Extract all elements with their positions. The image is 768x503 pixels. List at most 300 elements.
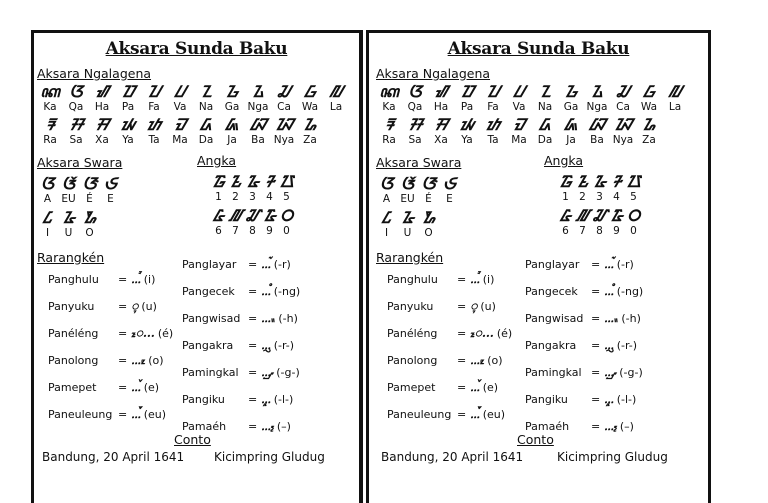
rarangken-glyph: …ᮤ bbox=[470, 272, 480, 286]
latin-label: Ga bbox=[563, 101, 579, 113]
rarangken-reading: (-g-) bbox=[276, 366, 300, 379]
sundanese-glyph: ᮳ bbox=[246, 172, 259, 191]
latin-label: Xa bbox=[434, 134, 448, 146]
ngalagena-row-cell bbox=[428, 83, 454, 113]
sundanese-glyph: ᮶ bbox=[213, 206, 224, 225]
latin-label: 2 bbox=[579, 191, 586, 203]
rarangken-left-row bbox=[387, 352, 503, 369]
angka-row-cell bbox=[591, 173, 608, 203]
equals-sign: = bbox=[591, 339, 601, 352]
sundanese-glyph: ᮌ bbox=[225, 82, 239, 101]
sundanese-glyph: ᮅ bbox=[401, 208, 414, 227]
equals-sign: = bbox=[591, 258, 601, 271]
rarangken-reading: (-r-) bbox=[616, 339, 638, 352]
latin-label: Ba bbox=[251, 134, 265, 146]
latin-label: Nya bbox=[273, 134, 295, 146]
sundanese-glyph: ᮈ bbox=[443, 174, 456, 193]
ngalagena-row-cell bbox=[506, 83, 532, 113]
sundanese-glyph: ᮞ bbox=[69, 115, 83, 134]
sundanese-glyph: ᮏ bbox=[564, 115, 578, 134]
latin-label: EU bbox=[400, 193, 415, 205]
latin-label: Fa bbox=[148, 101, 160, 113]
latin-label: 6 bbox=[215, 225, 222, 237]
equals-sign: = bbox=[457, 300, 467, 313]
rarangken-right-row bbox=[182, 256, 291, 273]
sundanese-glyph: ᮕ bbox=[460, 82, 474, 101]
sundanese-glyph: ᮵ bbox=[626, 172, 641, 191]
sundanese-glyph: ᮶ bbox=[560, 206, 571, 225]
sundanese-glyph: ᮜ bbox=[329, 82, 343, 101]
ngalagena-row-cell bbox=[89, 83, 115, 113]
rarangken-reading: (-l-) bbox=[616, 393, 637, 406]
rarangken-glyph: …ᮨ bbox=[470, 380, 480, 394]
equals-sign: = bbox=[118, 300, 128, 313]
swara-row-cell bbox=[439, 175, 460, 205]
rarangken-glyph: …ᮩ bbox=[131, 407, 141, 421]
rarangken-reading: (-g-) bbox=[619, 366, 643, 379]
rarangken-name: Panglayar bbox=[182, 258, 237, 271]
latin-label: Nga bbox=[586, 101, 608, 113]
latin-label: Sa bbox=[69, 134, 83, 146]
rarangken-left-row bbox=[48, 271, 155, 288]
heading-angka: Angka bbox=[544, 153, 584, 168]
rarangken-reading: (i) bbox=[482, 273, 495, 286]
ngalagena-row-cell bbox=[480, 116, 506, 146]
ngalagena-row-cell bbox=[532, 83, 558, 113]
latin-label: Da bbox=[198, 134, 214, 146]
rarangken-reading: (u) bbox=[141, 300, 157, 313]
rarangken-right-row bbox=[525, 310, 641, 327]
rarangken-right-row bbox=[182, 364, 300, 381]
latin-label: É bbox=[425, 193, 432, 205]
rarangken-glyph: …ᮡ bbox=[261, 365, 274, 379]
latin-label: Va bbox=[173, 101, 187, 113]
angka-row-cell bbox=[278, 173, 295, 203]
ngalagena-row-cell bbox=[402, 83, 428, 113]
sundanese-glyph: ᮴ bbox=[265, 172, 274, 191]
rarangken-reading: (-ng) bbox=[273, 285, 301, 298]
rarangken-left-row bbox=[387, 298, 496, 315]
latin-label: Ra bbox=[43, 134, 57, 146]
latin-label: 6 bbox=[562, 225, 569, 237]
latin-label: E bbox=[107, 193, 114, 205]
heading-rarangken: Rarangkén bbox=[37, 250, 105, 265]
rarangken-glyph: ᮦ… bbox=[470, 326, 494, 340]
ngalagena-row bbox=[376, 83, 688, 113]
swara-row-cell bbox=[37, 175, 58, 205]
sundanese-glyph: ᮃ bbox=[69, 82, 83, 101]
rarangken-reading: (-r) bbox=[273, 258, 291, 271]
angka-row-cell bbox=[625, 207, 642, 237]
rarangken-reading: (é) bbox=[496, 327, 513, 340]
ngalagena-row-cell bbox=[454, 116, 480, 146]
latin-label: A bbox=[382, 193, 391, 205]
sundanese-glyph: ᮉ bbox=[61, 174, 76, 193]
rarangken-name: Pangwisad bbox=[525, 312, 584, 325]
example-line-right: Kicimpring Gludug bbox=[557, 450, 668, 464]
ngalagena-row-cell bbox=[480, 83, 506, 113]
rarangken-glyph: …ᮡ bbox=[604, 365, 617, 379]
rarangken-reading: (-l-) bbox=[273, 393, 294, 406]
latin-label: I bbox=[384, 227, 389, 239]
panel-right bbox=[366, 30, 711, 503]
angka-row-cell bbox=[574, 173, 591, 203]
sundanese-glyph: ᮇ bbox=[83, 208, 96, 227]
angka-row-cell bbox=[625, 173, 642, 203]
latin-label: 0 bbox=[630, 225, 637, 237]
equals-sign: = bbox=[118, 408, 128, 421]
rarangken-name: Paneuleung bbox=[48, 408, 113, 421]
sundanese-glyph: ᮃ bbox=[379, 174, 394, 193]
latin-label: Pa bbox=[460, 101, 474, 113]
rarangken-left-row bbox=[48, 352, 164, 369]
sundanese-glyph: ᮓ bbox=[539, 115, 551, 134]
rarangken-glyph: ᮥ bbox=[131, 299, 139, 313]
sundanese-glyph: ᮄ bbox=[43, 208, 52, 227]
sundanese-glyph: ᮓ bbox=[200, 115, 212, 134]
ngalagena-row-cell bbox=[323, 83, 349, 113]
sundanese-glyph: ᮗ bbox=[174, 82, 186, 101]
ngalagena-row-cell bbox=[558, 116, 584, 146]
sundanese-glyph: ᮘ bbox=[589, 115, 605, 134]
rarangken-reading: (o) bbox=[148, 354, 164, 367]
rarangken-glyph: …ᮀ bbox=[604, 284, 614, 298]
rarangken-left-row bbox=[48, 298, 157, 315]
rarangken-right-row bbox=[525, 391, 636, 408]
sundanese-glyph: ᮕ bbox=[121, 82, 135, 101]
rarangken-name: Pamepet bbox=[387, 381, 436, 394]
equals-sign: = bbox=[457, 327, 467, 340]
rarangken-glyph: …ᮧ bbox=[470, 353, 485, 367]
latin-label: Wa bbox=[301, 101, 319, 113]
ngalagena-row-cell bbox=[115, 116, 141, 146]
latin-label: 1 bbox=[215, 191, 222, 203]
rarangken-name: Pangiku bbox=[525, 393, 568, 406]
latin-label: Ma bbox=[172, 134, 188, 146]
rarangken-left-row bbox=[387, 325, 512, 342]
latin-label: Ja bbox=[566, 134, 576, 146]
latin-label: Ma bbox=[511, 134, 527, 146]
rarangken-reading: (u) bbox=[480, 300, 496, 313]
ngalagena-row-cell bbox=[219, 83, 245, 113]
rarangken-reading: (o) bbox=[487, 354, 503, 367]
sundanese-glyph: ᮛ bbox=[384, 115, 394, 134]
latin-label: Wa bbox=[640, 101, 658, 113]
ngalagena-row-cell bbox=[558, 83, 584, 113]
ngalagena-row-cell bbox=[376, 83, 402, 113]
sundanese-glyph: ᮒ bbox=[486, 115, 500, 134]
angka-row-cell bbox=[557, 207, 574, 237]
rarangken-name: Panyuku bbox=[387, 300, 434, 313]
sundanese-glyph: ᮍ bbox=[252, 82, 264, 101]
heading-rarangken: Rarangkén bbox=[376, 250, 444, 265]
angka-row bbox=[557, 207, 642, 237]
sundanese-glyph: ᮝ bbox=[643, 82, 655, 101]
sundanese-glyph: ᮘ bbox=[250, 115, 266, 134]
swara-row-cell bbox=[418, 175, 439, 205]
rarangken-name: Panghulu bbox=[387, 273, 438, 286]
latin-label: Nga bbox=[247, 101, 269, 113]
rarangken-left-row bbox=[48, 406, 166, 423]
latin-label: 9 bbox=[613, 225, 620, 237]
sundanese-glyph: ᮄ bbox=[382, 208, 391, 227]
sundanese-glyph: ᮗ bbox=[513, 82, 525, 101]
equals-sign: = bbox=[118, 327, 128, 340]
sundanese-glyph: ᮍ bbox=[591, 82, 603, 101]
ngalagena-row-cell bbox=[245, 116, 271, 146]
latin-label: 5 bbox=[630, 191, 637, 203]
sundanese-glyph: ᮑ bbox=[275, 115, 293, 134]
panel-left bbox=[31, 30, 361, 503]
latin-label: Da bbox=[537, 134, 553, 146]
sundanese-glyph: ᮛ bbox=[45, 115, 55, 134]
latin-label: Qa bbox=[407, 101, 423, 113]
rarangken-right-row bbox=[525, 256, 634, 273]
angka-row-cell bbox=[210, 173, 227, 203]
rarangken-left-row bbox=[387, 271, 494, 288]
panel-divider bbox=[361, 30, 363, 503]
rarangken-glyph: …ᮤ bbox=[131, 272, 141, 286]
sundanese-glyph: ᮚ bbox=[460, 115, 474, 134]
sundanese-glyph: ᮆ bbox=[421, 174, 436, 193]
sundanese-glyph: ᮲ bbox=[229, 172, 242, 191]
rarangken-left-row bbox=[387, 406, 505, 423]
heading-swara: Aksara Swara bbox=[376, 155, 462, 170]
equals-sign: = bbox=[457, 273, 467, 286]
equals-sign: = bbox=[591, 285, 601, 298]
example-line-left: Bandung, 20 April 1641 bbox=[381, 450, 524, 464]
equals-sign: = bbox=[457, 354, 467, 367]
latin-label: 1 bbox=[562, 191, 569, 203]
ngalagena-row-cell bbox=[584, 116, 610, 146]
ngalagena-row-cell bbox=[428, 116, 454, 146]
sundanese-glyph: ᮐ bbox=[303, 115, 317, 134]
angka-row-cell bbox=[261, 173, 278, 203]
ngalagena-row bbox=[37, 83, 349, 113]
equals-sign: = bbox=[118, 273, 128, 286]
ngalagena-row-cell bbox=[63, 116, 89, 146]
latin-label: 3 bbox=[596, 191, 603, 203]
rarangken-left-row bbox=[48, 325, 173, 342]
rarangken-name: Panghulu bbox=[48, 273, 99, 286]
rarangken-reading: (eu) bbox=[482, 408, 506, 421]
angka-row-cell bbox=[557, 173, 574, 203]
sundanese-glyph: ᮳ bbox=[593, 172, 606, 191]
equals-sign: = bbox=[591, 420, 601, 433]
rarangken-name: Pamepet bbox=[48, 381, 97, 394]
rarangken-glyph: …ᮩ bbox=[470, 407, 480, 421]
rarangken-reading: (-r) bbox=[616, 258, 634, 271]
latin-label: 9 bbox=[266, 225, 273, 237]
sundanese-glyph: ᮹ bbox=[263, 206, 276, 225]
ngalagena-row-cell bbox=[610, 116, 636, 146]
ngalagena-row bbox=[376, 116, 662, 146]
latin-label: Ya bbox=[122, 134, 134, 146]
latin-label: Ca bbox=[616, 101, 630, 113]
sundanese-glyph: ᮏ bbox=[225, 115, 239, 134]
angka-row-cell bbox=[227, 173, 244, 203]
rarangken-glyph: …ᮣ bbox=[261, 392, 271, 406]
latin-label: Na bbox=[537, 101, 553, 113]
angka-row-cell bbox=[261, 207, 278, 237]
sundanese-glyph: ᮔ bbox=[200, 82, 212, 101]
latin-label: 7 bbox=[232, 225, 239, 237]
sundanese-glyph: ᮲ bbox=[576, 172, 589, 191]
heading-conto: Conto bbox=[517, 432, 554, 447]
latin-label: U bbox=[64, 227, 73, 239]
sundanese-glyph: ᮈ bbox=[104, 174, 117, 193]
latin-label: Za bbox=[642, 134, 656, 146]
equals-sign: = bbox=[591, 393, 601, 406]
rarangken-glyph: …ᮢ bbox=[261, 338, 271, 352]
ngalagena-row-cell bbox=[454, 83, 480, 113]
latin-label: Za bbox=[303, 134, 317, 146]
latin-label: Ha bbox=[433, 101, 449, 113]
equals-sign: = bbox=[591, 366, 601, 379]
rarangken-name: Pangiku bbox=[182, 393, 225, 406]
ngalagena-row-cell bbox=[167, 116, 193, 146]
equals-sign: = bbox=[591, 312, 601, 325]
rarangken-glyph: ᮥ bbox=[470, 299, 478, 313]
sundanese-glyph: ᮰ bbox=[626, 206, 641, 225]
ngalagena-row-cell bbox=[297, 83, 323, 113]
ngalagena-row-cell bbox=[610, 83, 636, 113]
swara-row bbox=[37, 209, 100, 239]
rarangken-name: Paneuleung bbox=[387, 408, 452, 421]
latin-label: La bbox=[668, 101, 682, 113]
rarangken-right-row bbox=[525, 337, 637, 354]
ngalagena-row-cell bbox=[506, 116, 532, 146]
swara-row bbox=[376, 209, 439, 239]
sundanese-glyph: ᮉ bbox=[400, 174, 415, 193]
latin-label: Ta bbox=[487, 134, 499, 146]
latin-label: Ta bbox=[148, 134, 160, 146]
sundanese-glyph: ᮒ bbox=[147, 115, 161, 134]
sundanese-glyph: ᮷ bbox=[229, 206, 242, 225]
rarangken-glyph: …᮪ bbox=[261, 419, 274, 433]
latin-label: Na bbox=[198, 101, 214, 113]
sundanese-glyph: ᮖ bbox=[147, 82, 161, 101]
rarangken-right-row bbox=[525, 364, 643, 381]
sundanese-glyph: ᮇ bbox=[422, 208, 435, 227]
swara-row-cell bbox=[376, 175, 397, 205]
rarangken-reading: (i) bbox=[143, 273, 156, 286]
ngalagena-row-cell bbox=[376, 116, 402, 146]
rarangken-name: Pamingkal bbox=[525, 366, 582, 379]
rarangken-name: Panolong bbox=[387, 354, 438, 367]
sundanese-glyph: ᮷ bbox=[576, 206, 589, 225]
latin-label: Ra bbox=[382, 134, 396, 146]
heading-swara: Aksara Swara bbox=[37, 155, 123, 170]
rarangken-left-row bbox=[48, 379, 159, 396]
equals-sign: = bbox=[118, 381, 128, 394]
sundanese-glyph: ᮴ bbox=[612, 172, 621, 191]
rarangken-reading: (e) bbox=[143, 381, 160, 394]
angka-row bbox=[557, 173, 642, 203]
sundanese-glyph: ꦏ bbox=[379, 82, 399, 101]
rarangken-name: Pangecek bbox=[525, 285, 578, 298]
sundanese-glyph: ᮌ bbox=[564, 82, 578, 101]
sundanese-glyph: ᮵ bbox=[279, 172, 294, 191]
ngalagena-row-cell bbox=[636, 116, 662, 146]
example-line-right: Kicimpring Gludug bbox=[214, 450, 325, 464]
swara-row-cell bbox=[418, 209, 439, 239]
rarangken-name: Pamingkal bbox=[182, 366, 239, 379]
equals-sign: = bbox=[248, 393, 258, 406]
equals-sign: = bbox=[248, 285, 258, 298]
equals-sign: = bbox=[457, 408, 467, 421]
ngalagena-row bbox=[37, 116, 323, 146]
latin-label: 2 bbox=[232, 191, 239, 203]
rarangken-right-row bbox=[525, 283, 643, 300]
ngalagena-row-cell bbox=[37, 83, 63, 113]
rarangken-name: Pamaéh bbox=[525, 420, 570, 433]
page-title: Aksara Sunda Baku bbox=[447, 39, 630, 59]
sundanese-glyph: ᮙ bbox=[174, 115, 186, 134]
latin-label: Xa bbox=[95, 134, 109, 146]
sundanese-glyph: ᮟ bbox=[95, 115, 109, 134]
equals-sign: = bbox=[248, 339, 258, 352]
swara-row-cell bbox=[58, 175, 79, 205]
swara-row bbox=[37, 175, 121, 205]
rarangken-glyph: …ᮧ bbox=[131, 353, 146, 367]
equals-sign: = bbox=[248, 420, 258, 433]
sundanese-glyph: ᮅ bbox=[62, 208, 75, 227]
rarangken-name: Pangakra bbox=[525, 339, 577, 352]
page-title: Aksara Sunda Baku bbox=[105, 39, 288, 59]
equals-sign: = bbox=[248, 258, 258, 271]
rarangken-reading: (-ng) bbox=[616, 285, 644, 298]
swara-row-cell bbox=[397, 175, 418, 205]
swara-row-cell bbox=[100, 175, 121, 205]
latin-label: I bbox=[45, 227, 50, 239]
angka-row-cell bbox=[608, 173, 625, 203]
swara-row-cell bbox=[79, 209, 100, 239]
sundanese-glyph: ᮎ bbox=[277, 82, 290, 101]
example-line-left: Bandung, 20 April 1641 bbox=[42, 450, 185, 464]
latin-label: Fa bbox=[487, 101, 499, 113]
rarangken-reading: (eu) bbox=[143, 408, 167, 421]
sundanese-glyph: ᮚ bbox=[121, 115, 135, 134]
ngalagena-row-cell bbox=[245, 83, 271, 113]
latin-label: EU bbox=[61, 193, 76, 205]
ngalagena-row-cell bbox=[219, 116, 245, 146]
latin-label: Ya bbox=[461, 134, 473, 146]
ngalagena-row-cell bbox=[167, 83, 193, 113]
ngalagena-row-cell bbox=[662, 83, 688, 113]
latin-label: Ga bbox=[224, 101, 240, 113]
rarangken-glyph: …ᮂ bbox=[261, 311, 276, 325]
latin-label: Sa bbox=[408, 134, 422, 146]
rarangken-reading: (é) bbox=[157, 327, 174, 340]
rarangken-right-row bbox=[182, 283, 300, 300]
latin-label: Ka bbox=[43, 101, 57, 113]
angka-row-cell bbox=[210, 207, 227, 237]
latin-label: Pa bbox=[121, 101, 135, 113]
latin-label: É bbox=[86, 193, 93, 205]
sundanese-glyph: ᮰ bbox=[279, 206, 294, 225]
sundanese-glyph: ᮞ bbox=[408, 115, 422, 134]
swara-row-cell bbox=[79, 175, 100, 205]
rarangken-reading: (e) bbox=[482, 381, 499, 394]
heading-ngalagena: Aksara Ngalagena bbox=[37, 66, 152, 81]
latin-label: Qa bbox=[68, 101, 84, 113]
equals-sign: = bbox=[118, 354, 128, 367]
rarangken-glyph: …᮪ bbox=[604, 419, 617, 433]
rarangken-reading: (–) bbox=[276, 420, 291, 433]
sundanese-glyph: ᮔ bbox=[539, 82, 551, 101]
latin-label: Ja bbox=[227, 134, 237, 146]
